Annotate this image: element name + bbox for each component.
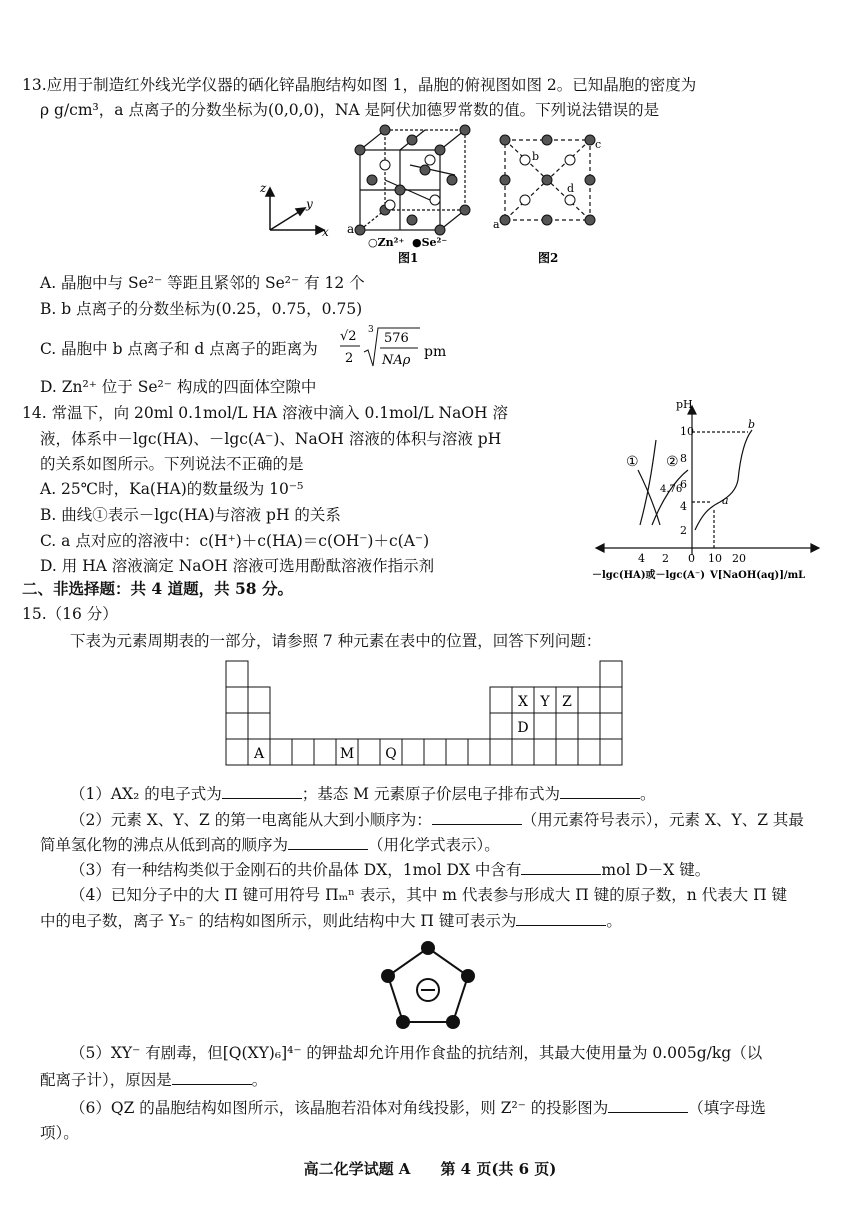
q13-line2: ρ g/cm³，a 点离子的分数坐标为(0,0,0)，NA 是阿伏加德罗常数的值。下列说法错误的是 xyxy=(40,101,660,119)
q13-figures xyxy=(250,120,610,270)
q15-s2-line1: （2）元素 X、Y、Z 的第一电离能从大到小顺序为： （用元素符号表示），元素 X、Y、Z 其最 xyxy=(70,808,804,831)
q15-s2-line2: 简单氢化物的沸点从低到高的顺序为 （用化学式表示）。 xyxy=(40,833,500,856)
q15-s5-line1: （5）XY⁻ 有剧毒，但[Q(XY)₆]⁴⁻ 的钾盐却允许用作食盐的抗结剂，其最大使用量为 0.005g/kg（以 xyxy=(70,1044,763,1062)
q15-s3: （3）有一种结构类似于金刚石的共价晶体 DX，1mol DX 中含有 mol D－X 键。 xyxy=(70,858,710,881)
svg-text:10: 10 xyxy=(680,425,694,438)
svg-text:2: 2 xyxy=(662,552,669,565)
svg-text:b: b xyxy=(748,418,756,431)
q14-line1: 14. 常温下，向 20ml 0.1mol/L HA 溶液中滴入 0.1mol/L NaOH 溶 xyxy=(22,404,508,422)
answer-blank[interactable] xyxy=(222,782,302,799)
svg-text:①: ① xyxy=(626,454,639,470)
fig1-atoms xyxy=(355,125,470,235)
answer-blank[interactable] xyxy=(560,782,640,799)
legend-se: ●Se²⁻ xyxy=(412,236,448,249)
q15-s6-line2: 项）。 xyxy=(40,1124,79,1142)
svg-text:2: 2 xyxy=(680,524,687,537)
svg-text:20: 20 xyxy=(732,552,746,565)
axis-y-label: y xyxy=(306,197,313,211)
answer-blank[interactable] xyxy=(288,833,368,850)
q15-intro: 下表为元素周期表的一部分，请参照 7 种元素在表中的位置，回答下列问题： xyxy=(70,632,602,650)
fig2-point-a: a xyxy=(493,218,500,231)
fig2-point-c: c xyxy=(595,138,602,151)
fig2-point-d: d xyxy=(567,182,575,195)
svg-text:√2: √2 xyxy=(340,329,357,344)
svg-text:4: 4 xyxy=(638,552,645,565)
svg-text:4.76: 4.76 xyxy=(660,484,683,495)
svg-text:Q: Q xyxy=(385,746,397,762)
q13-option-d: D. Zn²⁺ 位于 Se²⁻ 构成的四面体空隙中 xyxy=(40,378,317,396)
svg-text:576: 576 xyxy=(384,331,409,346)
q13-option-b: B. b 点离子的分数坐标为(0.25，0.75，0.75) xyxy=(40,300,363,318)
q15-head: 15.（16 分） xyxy=(22,605,118,623)
fig2-caption: 图2 xyxy=(538,251,559,265)
svg-text:2: 2 xyxy=(345,351,354,366)
q14-chart xyxy=(590,400,830,590)
fig1-caption: 图1 xyxy=(398,251,419,265)
svg-text:NAρ: NAρ xyxy=(382,353,411,368)
q14-option-d: D. 用 HA 溶液滴定 NaOH 溶液可选用酚酞溶液作指示剂 xyxy=(40,557,435,575)
answer-blank[interactable] xyxy=(516,909,606,926)
svg-text:V[NaOH(aq)]/mL: V[NaOH(aq)]/mL xyxy=(710,570,806,581)
q14-line3: 的关系如图所示。下列说法不正确的是 xyxy=(40,455,304,473)
answer-blank[interactable] xyxy=(172,1068,252,1085)
q14-option-c: C. a 点对应的溶液中：c(H⁺)＋c(HA)＝c(OH⁻)＋c(A⁻) xyxy=(40,532,430,550)
svg-text:pm: pm xyxy=(424,344,447,360)
section2-title: 二、非选择题：共 4 道题，共 58 分。 xyxy=(22,579,293,598)
q13-option-a: A. 晶胞中与 Se²⁻ 等距且紧邻的 Se²⁻ 有 12 个 xyxy=(40,274,365,292)
fig1-point-a: a xyxy=(347,222,355,236)
y5-ion-structure xyxy=(378,940,478,1030)
answer-blank[interactable] xyxy=(432,808,522,825)
svg-text:Y: Y xyxy=(540,694,550,710)
axes-icon xyxy=(266,188,324,234)
q15-s6-line1: （6）QZ 的晶胞结构如图所示，该晶胞若沿体对角线投影，则 Z²⁻ 的投影图为 （填字母选 xyxy=(70,1096,766,1119)
q15-s4-line1: （4）已知分子中的大 Π 键可用符号 Πₘⁿ 表示，其中 m 代表参与形成大 Π 键的原子数，n 代表大 Π 键 xyxy=(70,886,788,904)
legend-zn: ○Zn²⁺ xyxy=(368,236,405,249)
q13-line1: 13.应用于制造红外线光学仪器的硒化锌晶胞结构如图 1，晶胞的俯视图如图 2。已知晶胞的密度为 xyxy=(22,76,697,94)
svg-text:A: A xyxy=(253,746,265,762)
svg-text:－lgc(HA)或－lgc(A⁻): －lgc(HA)或－lgc(A⁻) xyxy=(592,570,705,581)
svg-text:6: 6 xyxy=(680,478,687,491)
q15-s5-line2: 配离子计），原因是 。 xyxy=(40,1068,267,1091)
svg-text:②: ② xyxy=(666,454,679,470)
page-footer: 高二化学试题 A 第 4 页(共 6 页) xyxy=(303,1160,557,1178)
axis-z-label: z xyxy=(260,181,267,195)
svg-text:a: a xyxy=(722,494,729,507)
svg-text:M: M xyxy=(339,746,355,762)
q14-option-b: B. 曲线①表示－lgc(HA)与溶液 pH 的关系 xyxy=(40,506,341,524)
svg-text:10: 10 xyxy=(708,552,722,565)
axis-x-label: x xyxy=(322,225,329,239)
svg-text:8: 8 xyxy=(680,452,687,465)
q13-option-c: C. 晶胞中 b 点离子和 d 点离子的距离为 xyxy=(40,340,318,358)
q15-s4-line2: 中的电子数，离子 Y₅⁻ 的结构如图所示，则此结构中大 Π 键可表示为 。 xyxy=(40,909,622,932)
curve-1 xyxy=(640,440,656,525)
svg-text:3: 3 xyxy=(368,325,374,335)
svg-text:0: 0 xyxy=(688,552,695,565)
periodic-table xyxy=(225,660,635,770)
svg-text:Z: Z xyxy=(562,694,572,710)
titration-curve xyxy=(695,430,752,530)
q13-option-c-formula xyxy=(338,322,478,374)
q14-option-a: A. 25℃时，Ka(HA)的数量级为 10⁻⁵ xyxy=(40,480,304,498)
curve-1b xyxy=(638,470,660,525)
svg-text:X: X xyxy=(518,694,528,710)
answer-blank[interactable] xyxy=(608,1096,688,1113)
answer-blank[interactable] xyxy=(521,858,601,875)
svg-text:4: 4 xyxy=(680,500,687,513)
q14-line2: 液，体系中－lgc(HA)、－lgc(A⁻)、NaOH 溶液的体积与溶液 pH xyxy=(40,430,502,448)
svg-text:pH: pH xyxy=(676,400,693,411)
fig2-point-b: b xyxy=(532,150,540,163)
q15-s1: （1）AX₂ 的电子式为 ；基态 M 元素原子价层电子排布式为 。 xyxy=(70,782,655,805)
svg-text:D: D xyxy=(517,720,529,736)
